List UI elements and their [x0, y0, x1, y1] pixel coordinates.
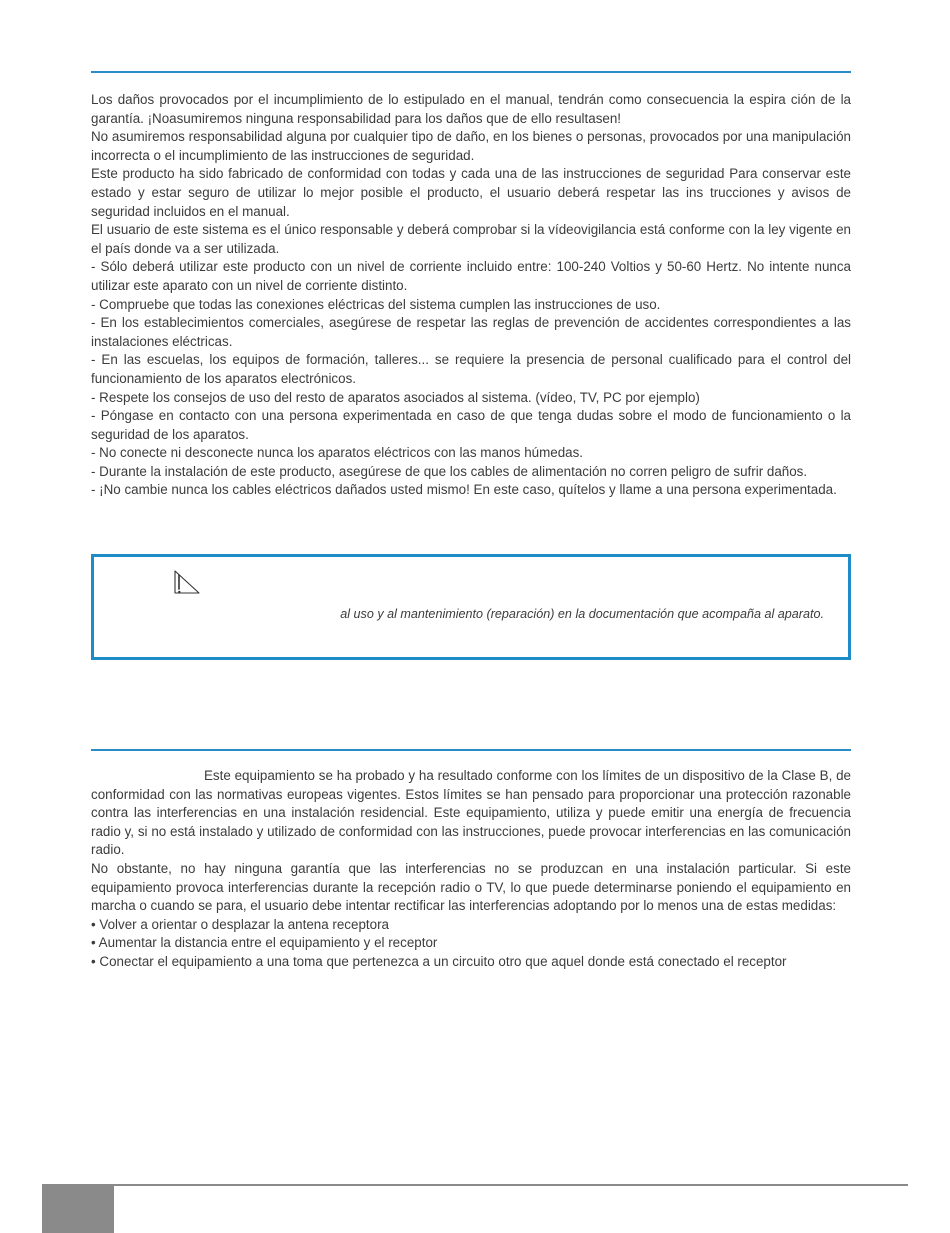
warning-text: al uso y al mantenimiento (reparación) en la documentación que acompaña al aparato. — [340, 607, 824, 621]
safety-list-item: - En los establecimientos comerciales, asegúrese de respetar las reglas de prevención de accidentes correspondientes a las instalaciones eléctricas. — [91, 315, 851, 349]
compliance-statement — [91, 767, 851, 972]
footer-divider — [42, 1184, 908, 1186]
compliance-paragraph-text: Este equipamiento se ha probado y ha resultado conforme con los límites de un dispositivo de la Clase B, de conformidad con las normativas europeas vigentes. Estos límites se han pensado para proporcionar una protección razonable contra las interferencias en una instalación residencial. Este equipamiento, utiliza y puede emitir una energía de frecuencia radio y, si no está instalado y utilizado de conformidad con las instrucciones, puede provocar interferencias en las comunicación radio. — [91, 768, 851, 858]
warning-box — [91, 554, 851, 660]
safety-list-item: - Compruebe que todas las conexiones eléctricas del sistema cumplen las instrucciones de uso. — [91, 296, 661, 312]
safety-paragraph: El usuario de este sistema es el único responsable y deberá comprobar si la vídeovigilancia está conforme con la ley vigente en el país donde va a ser utilizada. — [91, 222, 851, 256]
compliance-paragraph: No obstante, no hay ninguna garantía que las interferencias no se produzcan en una instalación particular. Si este equipamiento provoca interferencias durante la recepción radio o TV, lo que puede determinarse poniendo el equipamiento en marcha o cuando se para, el usuario debe intentar rectificar las interferencias adoptando por lo menos una de estas medidas: — [91, 860, 851, 914]
warning-triangle-icon — [172, 569, 202, 597]
safety-paragraph: No asumiremos responsabilidad alguna por cualquier tipo de daño, en los bienes o personas, provocados por una manipulación incorrecta o el incumplimiento de las instrucciones de seguridad. — [91, 129, 851, 163]
safety-list-item: - ¡No cambie nunca los cables eléctricos dañados usted mismo! En este caso, quítelos y llame a una persona experimentada. — [91, 482, 837, 498]
safety-paragraph: Este producto ha sido fabricado de conformidad con todas y cada una de las instrucciones de seguridad Para conservar este estado y estar seguro de utilizar lo mejor posible el producto, el usuario deberá respetar las ins trucciones y avisos de seguridad incluidos en el manual. — [91, 166, 851, 219]
safety-list-item: - Sólo deberá utilizar este producto con un nivel de corriente incluido entre: 100-240 Voltios y 50-60 Hertz. No intente nunca utilizar este aparato con un nivel de corriente distinto. — [91, 259, 851, 293]
page-number-tab — [42, 1186, 114, 1233]
safety-list-item: - No conecte ni desconecte nunca los aparatos eléctricos con las manos húmedas. — [91, 445, 584, 461]
safety-list-item: - En las escuelas, los equipos de formación, talleres... se requiere la presencia de personal cualificado para el control del funcionamiento de los aparatos electrónicos. — [91, 352, 851, 386]
compliance-paragraph — [91, 767, 851, 860]
compliance-list-item: • Conectar el equipamiento a una toma que pertenezca a un circuito otro que aquel donde está conectado el receptor — [91, 953, 787, 969]
compliance-list-item: • Aumentar la distancia entre el equipamiento y el receptor — [91, 935, 438, 951]
safety-paragraph: Los daños provocados por el incumplimiento de lo estipulado en el manual, tendrán como consecuencia la espira ción de la garantía. ¡Noasumiremos ninguna responsabilidad para los daños que de ello resultasen! — [91, 92, 851, 126]
safety-instructions — [91, 91, 851, 500]
safety-list-item: - Póngase en contacto con una persona experimentada en caso de que tenga dudas sobre el modo de funcionamiento o la seguridad de los aparatos. — [91, 408, 851, 442]
compliance-list-item: • Volver a orientar o desplazar la antena receptora — [91, 916, 389, 932]
safety-list-item: - Respete los consejos de uso del resto de aparatos asociados al sistema. (vídeo, TV, PC por ejemplo) — [91, 389, 700, 405]
section-divider-compliance — [91, 749, 851, 751]
safety-list-item: - Durante la instalación de este producto, asegúrese de que los cables de alimentación no corren peligro de sufrir daños. — [91, 463, 808, 479]
section-divider-top — [91, 71, 851, 73]
